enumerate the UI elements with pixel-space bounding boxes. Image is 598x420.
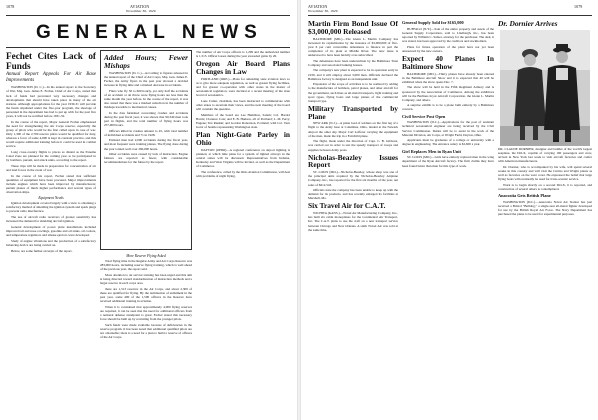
article-paragraph: ST. LOUIS (MO.)—Girls have entirely replaced men in the wing department of the Ryan Aircraft factory. The firm claims they have been found better than men for this type of work.	[402, 155, 494, 168]
article-paragraph: In the course of the report, Major General Fechet emphasized the need for strengthening the Air Corps reserve, especially the group of pilots who would be the first called upon in case of war. Only 1,300 of the 2,700 reserve pilots would be qualified for duty, whereas a force of some 4,000 is kept in constant practice, and this would require additional training before it could be used in combat service.	[6, 119, 96, 149]
article-paragraph: Work is to begin shortly on a second DO-X, it is reported, and construction of several others is contemplated.	[498, 182, 592, 191]
article-paragraph: Other accidents were caused by lack of instruction. Engine failures are reported as fewer, with considerable recommendations for the future by the report.	[104, 152, 188, 165]
girl-replaces-headline: Girl Replaces Men in Ryan Unit	[402, 148, 461, 154]
left-page-number: 1078	[6, 4, 15, 9]
dornier-headline: Dr. Dornier Arrives	[498, 19, 558, 28]
added-hours-headline: Added Hours; Fewer Mishaps	[104, 53, 188, 70]
expect40-headline: Expect 40 Planes In Baltimore Show	[402, 53, 494, 71]
left-running-head: AVIATION	[130, 4, 150, 9]
article-paragraph: NEW ARK (N.J.)—A plane load of soldiers on the first leg of a flight to the Army base at Columbus, Ohio, landed at the Newark Airport the other day. Major Carl Lofferer carrying the equipment of the men, made the trip in a Fairchild plane.	[308, 121, 398, 138]
article-paragraph: Study of engine vibrations and the production of a satisfactory balancing device are being carried on.	[6, 238, 96, 247]
left-header-rule	[6, 15, 290, 16]
article-paragraph: ST. LOUIS (MO.)—Nicholas-Beazley, whose shop was one of the principal units acquired by the Nicholas-Beazley Airplane Company, Inc., has reported for the first six months of the year, net sales of $612,543.	[308, 170, 398, 187]
general-supply-headline: General Supply Sold for $165,000	[402, 20, 464, 25]
general-news-banner: GENERAL NEWS	[36, 22, 263, 43]
right-date: November 30, 1929	[308, 9, 338, 13]
article-paragraph: The company's new plant is expected to be in operation early in 1930, and it will employ about 3,000 men. Officials declared the Baltimore factory is designed as an independent unit.	[308, 68, 398, 81]
article-paragraph: Fliers who fly 30 to 600 hourly, yet only half the accidents of an accident or de throw were flying hours are less than the same month the year before. In the course of the report, it was also stated that there was a marked reduction in the number of mishaps traceable to mechanical causes.	[104, 88, 188, 109]
article-paragraph: BALTIMORE (MD.)—Thirty planes have already been entered in the Baltimore Aircraft Show and it is expected that 40 will be exhibited when the show opens Dec. 7.	[402, 71, 494, 84]
right-running-head: AVIATION	[308, 4, 328, 9]
article-paragraph: Officers killed in crashes amount to 45, with total number of individual accidents and 71 in 1928.	[104, 128, 188, 137]
article-paragraph: WASHINGTON (D.C.)—Anacostia Naval Air Station has just received a Bristol "Bulldog," a single-seat all-metal fighter developed for use by the British Royal Air Force. The Navy Department has purchased the plane to be used for experimental purposes.	[498, 199, 592, 216]
article-paragraph: DAYTON (OHIO)—A regional conference on airport lighting is planned, at which time plans for a system of lighted airways in the central states will be discussed. Representatives from Indiana, Kentucky and West Virginia will be invited, as well as the Department of Commerce.	[196, 147, 290, 169]
dornier-photo	[500, 30, 590, 146]
article-paragraph: there are 1,513 reserves in the Air Corps, and about 2,309 of these are qualified for flying. By the termination of enlistment in the past year, some 400 of the 1,500 officers in the Reserve have received additional training in aviation.	[100, 286, 192, 304]
article-paragraph: Expansion of the scope of activities is to be realized by adding to the manufacture of bombers, patrol planes, and other aircraft for the government, such lines as all-metal transports, light training and sport types, flying boats and large planes of the commercial transport type.	[308, 82, 398, 103]
article-paragraph: These trips will be made in preparation for concentration of air and land forces in the event of war.	[6, 163, 96, 172]
anacostia-headline: Anacostia Gets British Plane	[498, 192, 551, 198]
military-headline: Military Transported by Plane	[308, 103, 398, 121]
article-paragraph: Dr. Dornier, who is accompanied by his wife, will spend several weeks in this country and will visit the Curtiss and Wright plants as well as factories on the west coast. He expressed the belief that large flying boats will eventually be used for trans-oceanic service.	[498, 164, 592, 182]
article-paragraph: The show will be held in the Fifth Regiment Armory and is sponsored by the Association of Commerce. Among the exhibitors will be the Berliner-Joyce Aircraft Corporation, the Glenn L. Martin Company, and others.	[402, 85, 494, 102]
fechet-subhead: Equipment Needs	[38, 196, 64, 201]
nicholas-headline: Nicholas-Beazley Issues Report	[308, 152, 398, 170]
article-paragraph: Total flying time in the Regular Army and Air Corps Reserve was 283,000 hours, including reserve flying training, which is well ahead of the previous year, the report said.	[100, 259, 192, 272]
article-paragraph: The use of aircraft radio receivers of greater sensitivity has increased the demand for shielding aircraft ignition.	[6, 215, 96, 224]
article-paragraph: Enlisted men had 2,000 accidents during the fiscal year, and most frequent were training planes. The flying done during the year totaled well over 260,000 hours.	[104, 138, 188, 151]
right-page	[302, 0, 598, 420]
banner-rule	[6, 47, 290, 48]
article-paragraph: A surprise exhibit is to be a plane built entirely by a Baltimore concern.	[402, 103, 494, 112]
article-paragraph: Applicants must be graduates of a college or university with a degree in engineering. The entrance salary is $2,600 a year.	[402, 138, 494, 147]
article-paragraph: WICHITA (KANS.)—Travel Air Manufacturing Company, Inc., has built six cabin monoplanes for the Continental Air Transport, Inc. The C.A.T. plans to use the craft on a new transport service between Chicago and New Orleans. A sixth Travel Air was sold at the same time.	[308, 211, 398, 232]
added-hours-continued	[100, 252, 192, 418]
article-paragraph: WASHINGTON (D. C.)—According to figures released in the annual report of the Chief of Air Corps, Maj. Gen. James E. Fechet, the Army flyers in the past year showed a decided increase in flying time and a marked decrease in accidents.	[104, 70, 188, 87]
dornier-photo-image	[500, 30, 590, 146]
article-paragraph: DR. CLAUDE DORNIER, designer and builder of the world's largest seaplane, the DO-X, capable of carrying 160 passengers and crew, arrived in New York last week to visit aircraft factories and confer with American manufacturers.	[498, 146, 592, 164]
right-col-two	[402, 18, 494, 418]
article-paragraph: In the data furnished concerning crashes and accidents during the past fiscal year, it was shown that 90,340 men took part in flights, and the total number of flying hours was 257,000 hours.	[104, 110, 188, 127]
fechet-article	[6, 50, 96, 418]
six-travel-headline: Six Travel Air for C.A.T.	[308, 201, 386, 211]
article-paragraph: Long cross-country flights to places as distant as the Panama Canal Zone are planned for the coming year, to be participated in by bombers, pursuit, and attack units, according to the report.	[6, 149, 96, 163]
left-page	[0, 0, 296, 420]
page-gutter	[297, 0, 301, 420]
left-col-three	[196, 50, 290, 418]
oregon-headline: Oregon Air Board Plans Changes in Law	[196, 59, 290, 76]
article-paragraph: BUFFALO (N.Y.)—Sale of the entire property and assets of the General Supply Corporation, sold to Lindbergh, Inc., has been reported by William C. Sulzer, attorney for the purchaser. The deal, it was stated, has been approved by the creditors and stockholders.	[402, 26, 494, 44]
civil-service-headline: Civil Service Post Open	[402, 113, 446, 119]
article-paragraph: More attention to air service training has been urged and this aim is being directed toward standardization of instruction methods and a larger reserve in each corps area.	[100, 272, 192, 286]
article-paragraph: Lane Cutler, chairman, has been instructed to communicate with other states to ascertain their views, and the next meeting of the board will consider the question.	[196, 98, 290, 112]
right-col-one	[308, 18, 398, 418]
article-paragraph: Officials state the company has been unable to keep up with the demand for its products, and has recently enlarged its facilities at Marshall, Mo.	[308, 188, 398, 201]
article-paragraph: When it is considered that approximately 4,000 flying reserves are required, it can be seen that the need for additional officers from a national defense standpoint is great. Fechet stated this necessary force should be built up by recruiting from the younger pilots.	[100, 304, 192, 322]
article-paragraph: The conference, called by the Ohio Aviation Commission, will deal with problems of night flying.	[196, 169, 290, 178]
article-paragraph: BALTIMORE (MD.)—The Glenn L. Martin Company has increased its capitalization by the issuance of $3,000,000 of five-year 6 per cent convertible debentures to finance in part the completion of its plant at Middle River. The new issue is understood to have been heavily over-subscribed.	[308, 36, 398, 57]
article-paragraph: Plans for future operation of the plant have not yet been announced by the new owners.	[402, 44, 494, 53]
right-page-number: 1079	[574, 4, 583, 9]
article-paragraph: The flight, made under the direction of Capt. C. B. Gibbons, was carried out in order to test the speedy transport of troops and supplies between Army posts.	[308, 139, 398, 152]
fechet-deck: Annual Report Appeals For Air Base Improvements	[6, 72, 96, 83]
added-hours-subhead: More Reserve Flying Asked	[126, 254, 166, 258]
fechet-headline: Fechet Cites Lack of Funds	[6, 51, 96, 71]
article-paragraph: PORTLAND (ORE.)—Plans for amending state aviation laws so as to give more adequate regulation, as well as greater flying facilities, and for greater co-operation with other states in the matter of aeronautical regulation, were decided at a recent meeting of the state board of aeronautics.	[196, 76, 290, 98]
article-paragraph: Members of the board are Lee Hamilton, Salem; Col. Harold Harris; Clarence Cole; and E. B. Hudson, all of Portland; L. M. Perry, Eugene; Tex Rankin; and Gordon Robertson, Portland; with Col. Vern Gorst of Seattle representing Washington state.	[196, 112, 290, 129]
article-paragraph: WASHINGTON (D. C.)—In his annual report to the Secretary of War, Maj. Gen. James E. Fechet, Chief of Air Corps, stated that lack of funds had prevented very necessary changes and developments that should have taken place in many of the air stations. Although appropriations for the year 1930-31 will provide the funds stipulated under the five-year program, the shortage of personnel in the department has had to put up with for the past five years, it will not be rectified before 1931-32.	[6, 85, 96, 119]
article-paragraph: In the course of his report, Fechet stated that sufficient quantities of equipment have been procured. Major improvements include engines which have been improved by manufacturers; pursuit planes of much higher performance and several types of observation ships.	[6, 173, 96, 194]
article-paragraph: WASHINGTON (D.C.)—Applications for the post of assistant technical aeronautical engineer are being received by the Civil Service Commission. Duties will be to assist in the work of the Materiel Division, Air Corps, at Wright Field, Dayton, Ohio.	[402, 120, 494, 137]
article-paragraph: General development of power plant installations included improved tail and nose cowlings, gasoline and oil tanks, oil coolers, and temperature regulators and smoke ejectors were developed.	[6, 224, 96, 238]
right-header-rule	[308, 15, 592, 16]
article-paragraph: Such funds were made available because of deficiencies in the reserve program. It has been noted that additional qualified pilots are not obtainable; there is a need for a plan to build a reserve of officers of the Air Corps.	[100, 322, 192, 340]
left-date: November 30, 1929	[126, 9, 156, 13]
article-paragraph: The number of Air Corps officers is 1,299 and the authorized number is 1,513. Officer losses during the year exceeded gains by 26.	[196, 50, 290, 59]
article-paragraph: Ignition development covered largely with a view to obtaining a satisfactory method of shielding the ignition system and spark plugs to prevent radio interference.	[6, 201, 96, 214]
article-paragraph: The debentures have been underwritten by the Baltimore Trust Company and associated banking houses.	[308, 58, 398, 67]
added-hours-box	[100, 50, 192, 250]
martin-headline: Martin Firm Bond Issue Of $3,000,000 Released	[308, 19, 398, 36]
night-gate-headline: Plan Night-Gate Parley in Ohio	[196, 130, 290, 147]
article-paragraph: Below, are some further excerpts of the report.	[11, 248, 73, 253]
